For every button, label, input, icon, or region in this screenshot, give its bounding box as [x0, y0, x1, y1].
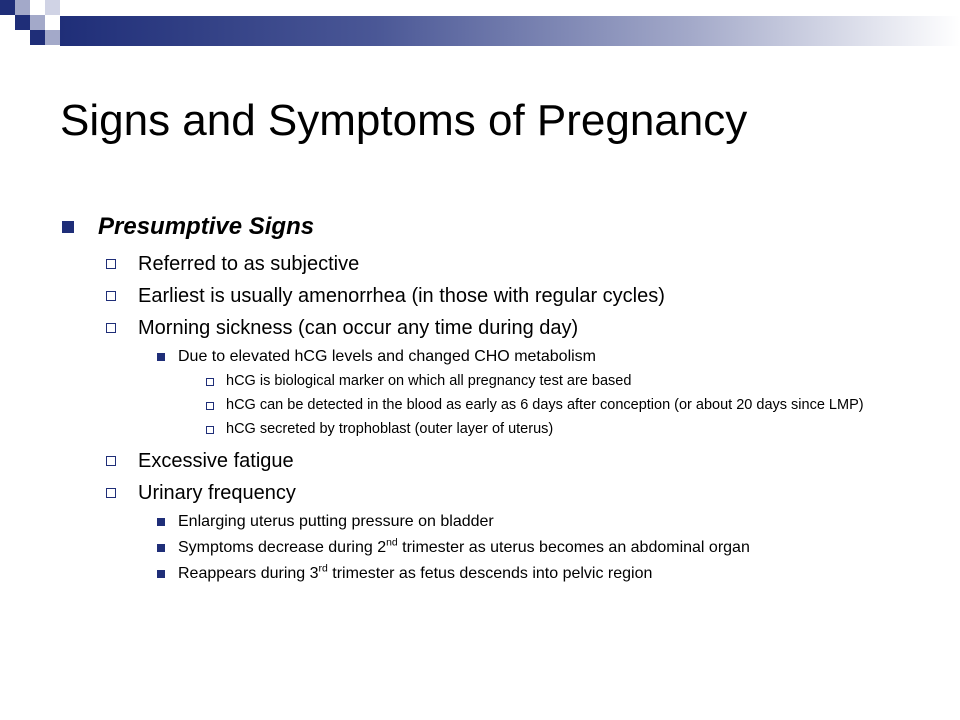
- text-part: trimester as fetus descends into pelvic region: [327, 565, 653, 582]
- bullet-text: Enlarging uterus putting pressure on bladder: [178, 513, 494, 530]
- header-square: [15, 15, 30, 30]
- ordinal-suffix: rd: [318, 563, 328, 575]
- bullet-presumptive-signs: [60, 210, 910, 244]
- bullet-morning-sickness: [60, 312, 910, 344]
- header-square: [30, 15, 45, 30]
- hollow-square-bullet-icon: [106, 323, 116, 333]
- header-square: [15, 0, 30, 15]
- bullet-reappears: [60, 563, 910, 585]
- text-part: trimester as uterus becomes an abdominal organ: [397, 539, 750, 556]
- bullet-amenorrhea: [60, 280, 910, 312]
- square-bullet-icon: [62, 221, 74, 233]
- text-part: Reappears during 3: [178, 565, 319, 582]
- ordinal-suffix: nd: [386, 537, 398, 549]
- bullet-text: Referred to as subjective: [138, 253, 360, 275]
- square-bullet-icon: [157, 544, 165, 552]
- hollow-square-bullet-icon: [206, 402, 214, 410]
- text-part: Symptoms decrease during 2: [178, 539, 387, 556]
- bullet-text: hCG secreted by trophoblast (outer layer of uterus): [226, 421, 554, 437]
- bullet-subjective: [60, 248, 910, 280]
- header-square: [45, 0, 60, 15]
- header-square: [30, 30, 45, 45]
- bullet-enlarging: [60, 511, 910, 533]
- hollow-square-bullet-icon: [106, 488, 116, 498]
- bullet-hcg-detect: [60, 396, 910, 415]
- bullet-decrease: [60, 537, 910, 559]
- slide-title: Signs and Symptoms of Pregnancy: [60, 96, 748, 145]
- bullet-text: [178, 565, 652, 582]
- bullet-text: Morning sickness (can occur any time during day): [138, 317, 579, 339]
- header-square: [0, 0, 15, 15]
- square-bullet-icon: [157, 353, 165, 361]
- bullet-hcg-marker: [60, 372, 910, 391]
- hollow-square-bullet-icon: [206, 426, 214, 434]
- hollow-square-bullet-icon: [206, 378, 214, 386]
- slide-content: [60, 210, 910, 589]
- square-bullet-icon: [157, 518, 165, 526]
- hollow-square-bullet-icon: [106, 259, 116, 269]
- header-square: [45, 30, 60, 45]
- bullet-text: Urinary frequency: [138, 482, 296, 504]
- bullet-text: hCG can be detected in the blood as early as 6 days after conception (or about 20 days since LMP): [226, 397, 864, 413]
- hollow-square-bullet-icon: [106, 456, 116, 466]
- bullet-text: Earliest is usually amenorrhea (in those with regular cycles): [138, 285, 665, 307]
- square-bullet-icon: [157, 570, 165, 578]
- header-gradient-bar: [60, 16, 960, 46]
- bullet-text: Presumptive Signs: [98, 213, 315, 240]
- bullet-text: [178, 539, 750, 556]
- bullet-hcg-levels: [60, 346, 910, 368]
- bullet-text: Excessive fatigue: [138, 450, 294, 472]
- hollow-square-bullet-icon: [106, 291, 116, 301]
- bullet-text: Due to elevated hCG levels and changed CHO metabolism: [178, 348, 596, 365]
- bullet-urinary: [60, 477, 910, 509]
- bullet-hcg-secreted: [60, 420, 910, 439]
- bullet-text: hCG is biological marker on which all pregnancy test are based: [226, 373, 632, 389]
- bullet-fatigue: [60, 445, 910, 477]
